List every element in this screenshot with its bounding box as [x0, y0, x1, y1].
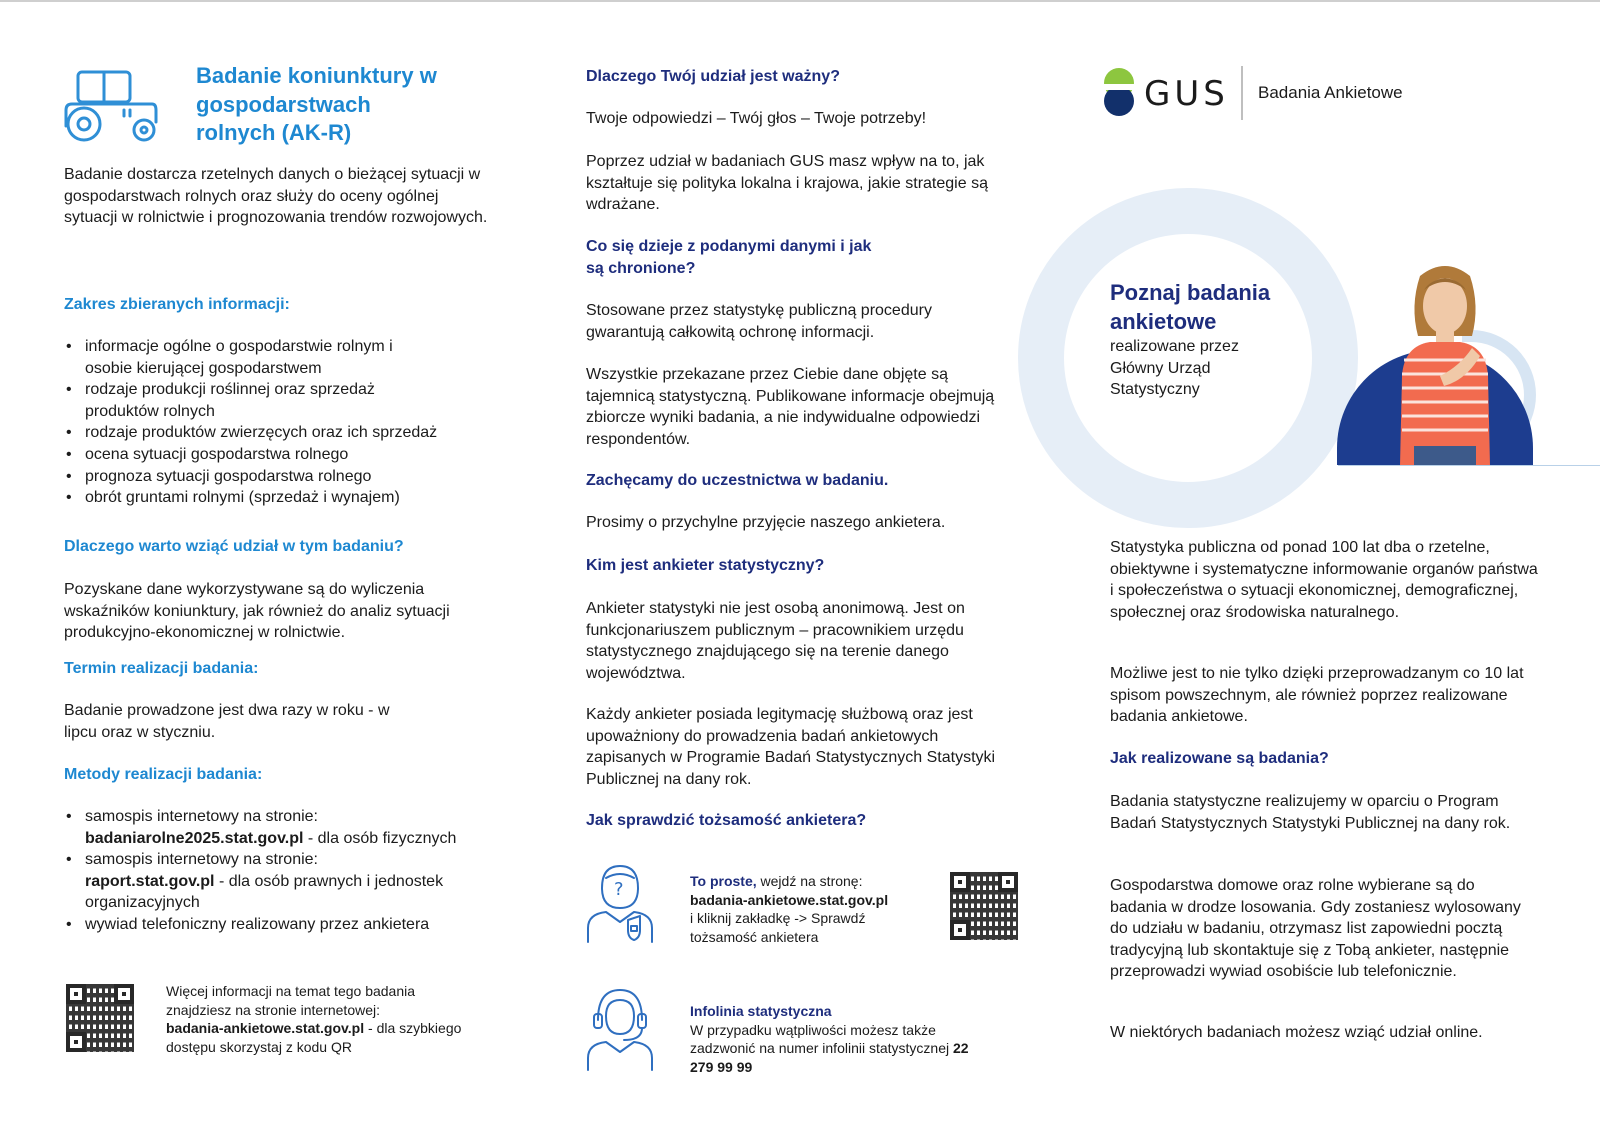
list-item: • obrót gruntami rolnymi (sprzedaż i wynajem): [64, 487, 504, 509]
methods-list: [64, 806, 504, 936]
right-text: W niektórych badaniach możesz wziąć udział online.: [1110, 1024, 1483, 1041]
list-item: • informacje ogólne o gospodarstwie rolnym i osobie kierującej gospodarstwem: [64, 336, 444, 379]
check-link[interactable]: badania-ankietowe.stat.gov.pl: [690, 891, 889, 908]
woman-photo: [1380, 256, 1510, 466]
method-item: [64, 806, 504, 849]
why-heading: Dlaczego warto wziąć udział w tym badaniu?: [64, 538, 404, 555]
term-text: Badanie prowadzone jest dwa razy w roku - w lipcu oraz w styczniu.: [64, 702, 390, 741]
check-lead: To proste,: [690, 873, 757, 889]
section-heading: Jak realizowane są badania?: [1110, 750, 1329, 767]
qr-code[interactable]: [950, 872, 1018, 940]
list-item: • rodzaje produktów zwierzęcych oraz ich sprzedaż: [64, 422, 504, 444]
middle-text: Poprzez udział w badaniach GUS masz wpływ na to, jak kształtuje się polityka lokalna i krajowa, jakie strategie są wdrażane.: [586, 153, 988, 214]
section-heading: Co się dzieje z podanymi danymi i jak są chronione?: [586, 238, 872, 277]
infoline-phone[interactable]: 22 279 99 99: [690, 1040, 969, 1075]
top-border: [0, 0, 1600, 2]
headset-icon: [584, 986, 656, 1072]
check-identity-text: [690, 872, 930, 946]
promo-subtitle: realizowane przez Główny Urząd Statystyczny: [1110, 338, 1239, 399]
middle-text: Twoje odpowiedzi – Twój głos – Twoje potrzeby!: [586, 110, 927, 127]
promo-title: Poznaj badania ankietowe: [1110, 280, 1271, 334]
term-heading: Termin realizacji badania:: [64, 660, 259, 677]
section-heading: Zachęcamy do uczestnictwa w badaniu.: [586, 472, 889, 489]
more-info-text: [166, 982, 466, 1056]
method-suffix: - dla osób prawnych i jednostek organizacyjnych: [85, 872, 444, 912]
page-title: Badanie koniunktury w gospodarstwach rolnych (AK-R): [196, 63, 437, 145]
qr-code[interactable]: [66, 984, 134, 1052]
logo-divider: [1241, 66, 1243, 120]
scope-list: [64, 336, 504, 509]
why-text: Pozyskane dane wykorzystywane są do wyliczenia wskaźników koniunktury, jak również do analiz sytuacji produkcyjno-ekonomicznej w rolnictwie.: [64, 581, 450, 642]
scope-heading: Zakres zbieranych informacji:: [64, 296, 290, 313]
tractor-icon: [60, 66, 162, 144]
list-item: • ocena sytuacji gospodarstwa rolnego: [64, 444, 504, 466]
infoline-text: [690, 1002, 990, 1076]
intro-text: Badanie dostarcza rzetelnych danych o bieżącej sytuacji w gospodarstwach rolnych oraz służy do oceny ogólnej sytuacji w rolnictwie i prognozowania trendów rozwojowych.: [64, 166, 488, 227]
middle-text: Stosowane przez statystykę publiczną procedury gwarantują całkowitą ochronę informacji.: [586, 302, 932, 341]
more-info-tail: - dla szybkiego dostępu skorzystaj z kodu QR: [166, 1020, 462, 1055]
middle-text: Każdy ankieter posiada legitymację służbową oraz jest upoważniony do prowadzenia badań ankietowych zapisanych w Programie Badań Statystycznych Statystyki Publicznej na dany rok.: [586, 706, 996, 788]
logo-text: GUS: [1144, 74, 1229, 114]
section-heading: Dlaczego Twój udział jest ważny?: [586, 68, 840, 85]
right-text: Badania statystyczne realizujemy w oparciu o Program Badań Statystycznych Statystyki Publicznej na dany rok.: [1110, 793, 1511, 832]
middle-text: Prosimy o przychylne przyjęcie naszego ankietera.: [586, 514, 946, 531]
panel-border: [1338, 465, 1600, 466]
right-text: Możliwe jest to nie tylko dzięki przeprowadzanym co 10 lat spisom powszechnym, ale również poprzez realizowane badania ankietowe.: [1110, 665, 1524, 726]
check-text2: i kliknij zakładkę -> Sprawdź tożsamość ankietera: [690, 910, 866, 945]
right-text: Statystyka publiczna od ponad 100 lat dba o rzetelne, obiektywne i systematyczne informowanie organów państwa i społeczeństwa o sytuacji ekonomicznej, demograficznej, społecznej oraz środowiska naturalnego.: [1110, 539, 1538, 621]
method-item: [64, 914, 504, 936]
check-text: wejdź na stronę:: [756, 873, 863, 889]
method-prefix: samospis internetowy na stronie:: [85, 808, 318, 825]
infoline-heading: Infolinia statystyczna: [690, 1003, 832, 1019]
method-item: [64, 849, 504, 914]
section-heading: Kim jest ankieter statystyczny?: [586, 557, 825, 574]
method-link[interactable]: raport.stat.gov.pl: [85, 872, 215, 890]
method-suffix: - dla osób fizycznych: [303, 829, 457, 847]
interviewer-question-icon: [584, 858, 656, 944]
promo-block: [1110, 278, 1300, 401]
middle-text: Ankieter statystyki nie jest osobą anonimową. Jest on funkcjonariuszem publicznym – pracownikiem urzędu statystycznego znajdującego się na terenie danego województwa.: [586, 600, 965, 682]
infoline-body: W przypadku wątpliwości możesz także zadzwonić na numer infolinii statystycznej: [690, 1021, 954, 1056]
right-text: Gospodarstwa domowe oraz rolne wybierane są do badania w drodze losowania. Gdy zostaniesz wylosowany do udziału w badaniu, otrzymasz list zapowiedni pocztą tradycyjną lub skontaktuje się z Tobą ankieter, następnie przeprowadzi wywiad osobiście lub telefonicznie.: [1110, 877, 1521, 981]
more-info-link[interactable]: badania-ankietowe.stat.gov.pl: [166, 1020, 365, 1036]
list-item: • rodzaje produkcji roślinnej oraz sprzedaż produktów rolnych: [64, 379, 424, 422]
method-prefix: samospis internetowy na stronie:: [85, 851, 318, 869]
method-link[interactable]: badaniarolne2025.stat.gov.pl: [85, 829, 304, 847]
more-info-lead: Więcej informacji na temat tego badania znajdziesz na stronie internetowej:: [166, 983, 416, 1018]
section-heading: Jak sprawdzić tożsamość ankietera?: [586, 812, 867, 829]
brand-label: Badania Ankietowe: [1258, 83, 1403, 102]
list-item: • prognoza sytuacji gospodarstwa rolnego: [64, 466, 504, 488]
method-prefix: wywiad telefoniczny realizowany przez ankietera: [85, 915, 430, 933]
svg-text:?: ?: [614, 879, 624, 900]
gus-logo: [1104, 68, 1230, 120]
middle-text: Wszystkie przekazane przez Ciebie dane objęte są tajemnicą statystyczną. Publikowane informacje obejmują zbiorcze wyniki badania, a nie indywidualne odpowiedzi respondentów.: [586, 366, 995, 448]
methods-heading: Metody realizacji badania:: [64, 766, 263, 783]
